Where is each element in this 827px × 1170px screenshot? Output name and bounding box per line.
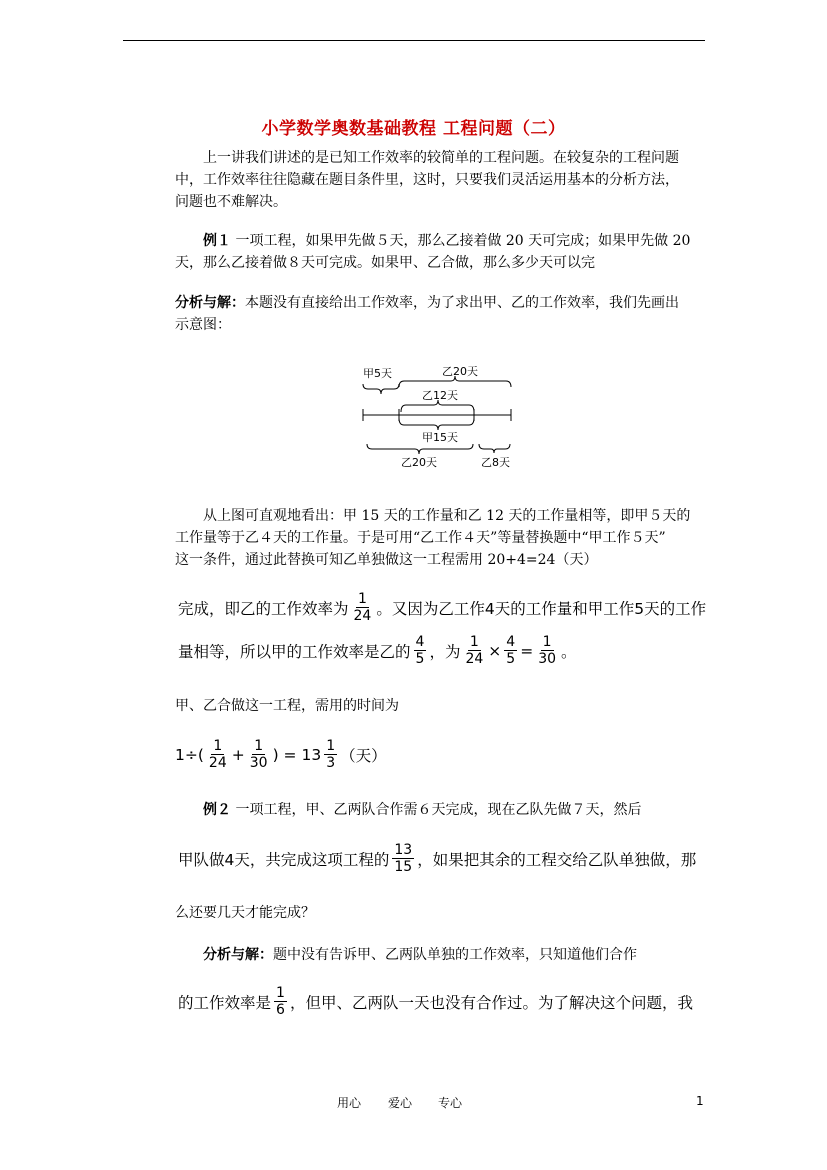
numerator: 1 [469,634,479,650]
fraction [536,634,558,667]
intro-line: 上一讲我们讲述的是已知工作效率的较简单的工程问题。在较复杂的工程问题 [203,150,679,166]
fraction [207,738,229,771]
analysis-2 [175,944,715,966]
times-sign: × [488,641,502,660]
example-2-line-3: 么还要几天才能完成？ [175,905,315,921]
fraction [248,738,270,771]
denominator: 24 [353,608,372,624]
denominator: 5 [415,651,425,667]
text-segment: 。又因为乙工作4天的工作量和甲工作5天的工作 [376,599,707,618]
text-segment: ，如果把其余的工程交给乙队单独做，那 [417,850,697,869]
fraction [504,634,517,667]
text-segment: 完成，即乙的工作效率为 [178,599,349,618]
analysis-2-text: 题中没有告诉甲、乙两队单独的工作效率，只知道他们合作 [273,947,637,963]
numerator: 1 [357,591,367,607]
formula-segment: 1÷( [175,745,204,764]
combined-time-formula [175,738,387,771]
brace-yi12 [401,400,474,412]
footer-text: 用心 [337,1096,362,1110]
example-2-text: 一项工程，甲、乙两队合作需６天完成，现在乙队先做７天，然后 [235,802,642,818]
header-rule [123,40,705,41]
efficiency-line-1 [178,591,706,624]
page-number: 1 [696,1094,704,1108]
denominator: 24 [465,651,484,667]
intro-line: 问题也不难解决。 [175,194,287,210]
explanation-line: 这一条件，通过此替换可知乙单独做这一工程需用 20+4=24（天） [175,552,598,568]
formula-segment: ) = 13 [272,745,322,764]
denominator: 3 [326,755,336,771]
page-title: 小学数学奥数基础教程 工程问题（二） [261,119,566,139]
explanation-line: 从上图可直观地看出：甲 15 天的工作量和乙 12 天的工作量相等，即甲５天的 [203,508,691,524]
text-segment: ，为 [429,642,461,661]
denominator: 15 [394,859,413,875]
numerator: 1 [213,738,223,754]
numerator: 4 [506,634,516,650]
denominator: 5 [506,651,516,667]
diagram-label-yi20-top: 乙20天 [442,365,478,378]
diagram-label-yi20-bottom: 乙20天 [401,456,437,469]
numerator: 1 [276,985,285,1001]
text-segment: 的工作效率是 [178,993,272,1012]
text-segment: 甲队做4天，共完成这项工程的 [178,850,390,869]
text-segment: ，但甲、乙两队一天也没有合作过。为了解决这个问题，我 [289,993,693,1012]
brace-yi8 [479,444,510,453]
text-segment: 。 [561,642,577,661]
example-2-line-2 [178,842,696,875]
intro-paragraph [175,147,715,213]
fraction [352,591,374,624]
denominator: 24 [208,755,227,771]
example-1 [175,230,715,274]
combined-time-intro: 甲、乙合做这一工程，需用的时间为 [175,698,399,714]
fraction [324,738,337,771]
denominator: 30 [538,651,557,667]
numerator: 13 [394,842,413,858]
example-2-label: 例２ [203,802,231,818]
diagram-explanation [175,505,715,571]
diagram-label-yi8: 乙8天 [481,456,510,469]
example-1-text: 一项工程，如果甲先做５天，那么乙接着做 20 天可完成；如果甲先做 20 [235,233,691,249]
fraction [463,634,485,667]
brace-yi20-bottom [367,444,473,454]
footer-text: 专心 [438,1096,463,1110]
analysis-2-line-2 [178,985,693,1018]
text-segment: 量相等，所以甲的工作效率是乙的 [178,642,411,661]
equals-sign: = [520,641,534,660]
analysis-1-text: 本题没有直接给出工作效率，为了求出甲、乙的工作效率，我们先画出 [245,295,679,311]
brace-yi20-top [399,376,511,387]
diagram-label-yi12: 乙12天 [422,389,458,402]
plus-sign: + [231,745,245,764]
numerator: 1 [326,738,336,754]
brace-jia5 [363,384,399,394]
explanation-line: 工作量等于乙４天的工作量。于是可用“乙工作４天”等量替换题中“甲工作５天” [175,530,666,546]
numerator: 4 [415,634,425,650]
analysis-1-text: 示意图： [175,317,231,333]
numerator: 1 [254,738,264,754]
fraction [274,985,287,1018]
work-diagram [355,360,525,475]
formula-segment: （天） [340,746,387,765]
brace-jia15 [399,418,474,430]
analysis-1 [175,292,715,336]
example-2 [175,799,715,821]
efficiency-line-2 [178,634,577,667]
example-1-text: 天，那么乙接着做８天可完成。如果甲、乙合做，那么多少天可以完 [175,255,595,271]
diagram-label-jia15: 甲15天 [422,431,458,444]
denominator: 6 [276,1002,285,1018]
diagram-label-jia5: 甲5天 [363,367,392,380]
analysis-2-label: 分析与解： [203,947,273,963]
example-1-label: 例１ [203,233,231,249]
intro-line: 中，工作效率往往隐藏在题目条件里，这时，只要我们灵活运用基本的分析方法， [175,172,679,188]
footer-text: 爱心 [388,1096,413,1110]
numerator: 1 [542,634,552,650]
fraction [414,634,427,667]
analysis-1-label: 分析与解： [175,295,245,311]
fraction [392,842,414,875]
denominator: 30 [249,755,268,771]
